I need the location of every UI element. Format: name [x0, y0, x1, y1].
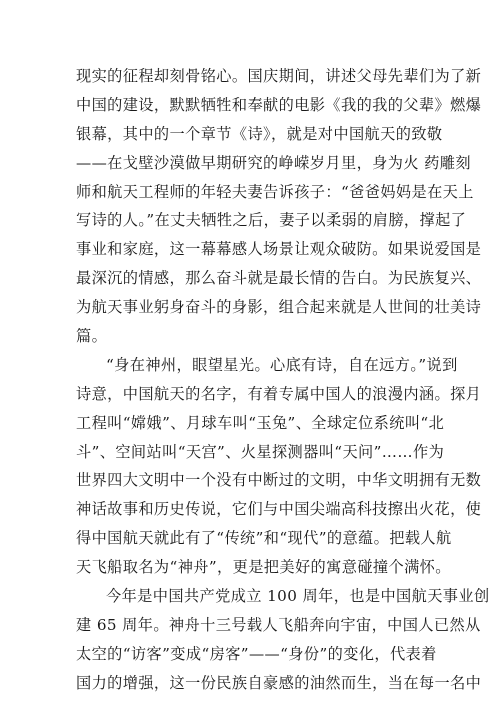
text-line: 神话故事和历史传说，它们与中国尖端高科技擦出火花，使 [76, 500, 482, 519]
text-line: 今年是中国共产党成立 100 周年，也是中国航天事业创 [106, 587, 490, 606]
text-line: 天飞船取名为“神舟”，更是把美好的寓意碰撞个满怀。 [76, 558, 451, 577]
text-line: 师和航天工程师的年轻夫妻告诉孩子：“爸爸妈妈是在天上 [76, 182, 474, 201]
text-line: 诗意，中国航天的名字，有着专属中国人的浪漫内涵。探月 [76, 384, 482, 403]
text-line: 篇。 [76, 327, 108, 346]
text-line: 工程叫“嫦娥”、月球车叫“玉兔”、全球定位系统叫“北 [76, 413, 445, 432]
text-line: 中国的建设，默默牺牲和奉献的电影《我的我的父辈》燃爆 [76, 95, 482, 114]
text-line: “身在神州，眼望星光。心底有诗，自在远方。”说到 [106, 355, 458, 374]
text-line: 银幕，其中的一个章节《诗》，就是对中国航天的致敬 [76, 124, 443, 143]
text-line: 建 65 周年。神舟十三号载人飞船奔向宇宙，中国人已然从 [76, 615, 481, 634]
text-line: 写诗的人。”在丈夫牺牲之后，妻子以柔弱的肩膀，撑起了 [76, 211, 467, 230]
text-line: 国力的增强，这一份民族自豪感的油然而生，当在每一名中 [76, 673, 482, 692]
text-line: 事业和家庭，这一幕幕感人场景让观众破防。如果说爱国是 [76, 240, 482, 259]
body-text [76, 62, 490, 698]
text-line: 现实的征程却刻骨铭心。国庆期间，讲述父母先辈们为了新 [76, 67, 482, 85]
text-line: ——在戈壁沙漠做早期研究的峥嵘岁月里，身为火 药雕刻 [76, 153, 471, 172]
text-line: 斗”、空间站叫“天宫”、火星探测器叫“天问”……作为 [76, 442, 445, 461]
text-line: 世界四大文明中一个没有中断过的文明，中华文明拥有无数 [76, 471, 482, 490]
text-line: 最深沉的情感，那么奋斗就是最长情的告白。为民族复兴、 [76, 269, 482, 288]
text-line: 得中国航天就此有了“传统”和“现代”的意蕴。把载人航 [76, 529, 452, 548]
text-line: 为航天事业躬身奋斗的身影，组合起来就是人世间的壮美诗 [76, 298, 482, 317]
text-line: 太空的“访客”变成“房客”——“身份”的变化，代表着 [76, 644, 437, 663]
